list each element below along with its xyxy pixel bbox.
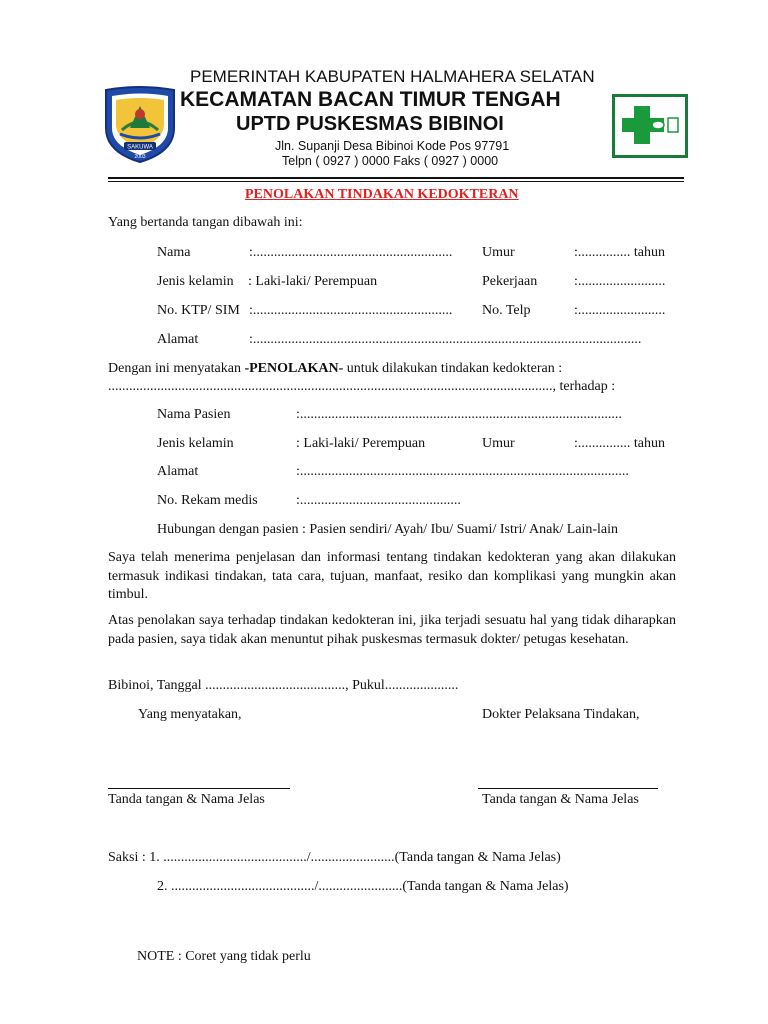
seal-year-text: 2003 (134, 154, 146, 160)
signer-phone-field[interactable]: :......................... (574, 303, 666, 318)
patient-gender-label: Jenis kelamin (157, 436, 234, 451)
signer-gender-field[interactable]: : Laki-laki/ Perempuan (248, 274, 378, 289)
facility-address: Jln. Supanji Desa Bibinoi Kode Pos 97791 (275, 139, 510, 153)
patient-name-label: Nama Pasien (157, 407, 231, 422)
signer-gender-label: Jenis kelamin (157, 274, 234, 289)
facility-phone: Telpn ( 0927 ) 0000 Faks ( 0927 ) 0000 (282, 154, 499, 168)
footer-note: NOTE : Coret yang tidak perlu (137, 949, 311, 964)
signer-job-field[interactable]: :......................... (574, 274, 666, 289)
liability-paragraph: Atas penolakan saya terhadap tindakan kedokteran ini, jika terjadi sesuatu hal yang tidak diharapkan pada pasien, saya tidak akan menuntut pihak puskesmas termasuk dokter/ petugas kesehatan. (108, 613, 676, 647)
signer-id-field[interactable]: :......................................................... (249, 303, 453, 318)
signer-id-label: No. KTP/ SIM (157, 303, 240, 318)
patient-name-field[interactable]: :............................................................................................ (296, 407, 622, 422)
government-name: PEMERINTAH KABUPATEN HALMAHERA SELATAN (190, 67, 595, 86)
patient-age-label: Umur (482, 436, 515, 451)
patient-age-field[interactable]: :............... tahun (574, 436, 665, 451)
refusal-statement (108, 360, 562, 378)
patient-address-field[interactable]: :.............................................................................................. (296, 464, 629, 479)
doctor-signature-heading: Dokter Pelaksana Tindakan, (482, 707, 640, 722)
witness-1-field[interactable]: Saksi : 1. ........................................./........................(Tanda tangan & Nama Jelas) (108, 850, 561, 865)
statement-suffix: untuk dilakukan tindakan kedokteran : (343, 361, 563, 376)
regency-coat-of-arms-icon (100, 84, 180, 164)
signer-address-field[interactable]: :............................................................................................................... (249, 332, 642, 347)
header-divider-thin (108, 181, 684, 182)
medical-record-label: No. Rekam medis (157, 493, 258, 508)
signer-address-label: Alamat (157, 332, 199, 347)
signer-age-field[interactable]: :............... tahun (574, 245, 665, 260)
doctor-signature-caption: Tanda tangan & Nama Jelas (482, 792, 639, 807)
signer-name-field[interactable]: :......................................................... (249, 245, 453, 260)
facility-name: UPTD PUSKESMAS BIBINOI (236, 113, 504, 135)
statement-refusal-keyword: -PENOLAKAN- (244, 361, 344, 376)
signer-signature-caption: Tanda tangan & Nama Jelas (108, 792, 265, 807)
explanation-paragraph: Saya telah menerima penjelasan dan informasi tentang tindakan kedokteran yang akan dilakukan termasuk indikasi tindakan, tata cara, tujuan, manfaat, resiko dan komplikasi yang mungkin akan timbul. (108, 550, 676, 602)
signer-signature-heading: Yang menyatakan, (138, 707, 242, 722)
procedure-field[interactable]: ..............................................................................................................................., terhadap : (108, 379, 616, 394)
signer-age-label: Umur (482, 245, 515, 260)
district-name: KECAMATAN BACAN TIMUR TENGAH (180, 88, 561, 111)
medical-record-field[interactable]: :.............................................. (296, 493, 461, 508)
doctor-signature-line[interactable] (478, 788, 658, 789)
intro-text: Yang bertanda tangan dibawah ini: (108, 215, 303, 230)
signer-phone-label: No. Telp (482, 303, 531, 318)
witness-2-field[interactable]: 2. ........................................./........................(Tanda tangan & Nama Jelas) (157, 879, 569, 894)
date-time-field[interactable]: Bibinoi, Tanggal ........................................, Pukul..................... (108, 678, 459, 693)
header-divider (108, 177, 684, 179)
puskesmas-green-cross-icon (612, 94, 688, 158)
statement-prefix: Dengan ini menyatakan (108, 361, 245, 376)
document-title: PENOLAKAN TINDAKAN KEDOKTERAN (245, 187, 519, 202)
signer-signature-line[interactable] (108, 788, 290, 789)
signer-job-label: Pekerjaan (482, 274, 538, 289)
patient-address-label: Alamat (157, 464, 199, 479)
patient-relation-field[interactable]: Hubungan dengan pasien : Pasien sendiri/ Ayah/ Ibu/ Suami/ Istri/ Anak/ Lain-lain (157, 522, 619, 537)
patient-gender-field[interactable]: : Laki-laki/ Perempuan (296, 436, 426, 451)
seal-motto-text: SAKUWA (127, 144, 153, 151)
signer-name-label: Nama (157, 245, 191, 260)
